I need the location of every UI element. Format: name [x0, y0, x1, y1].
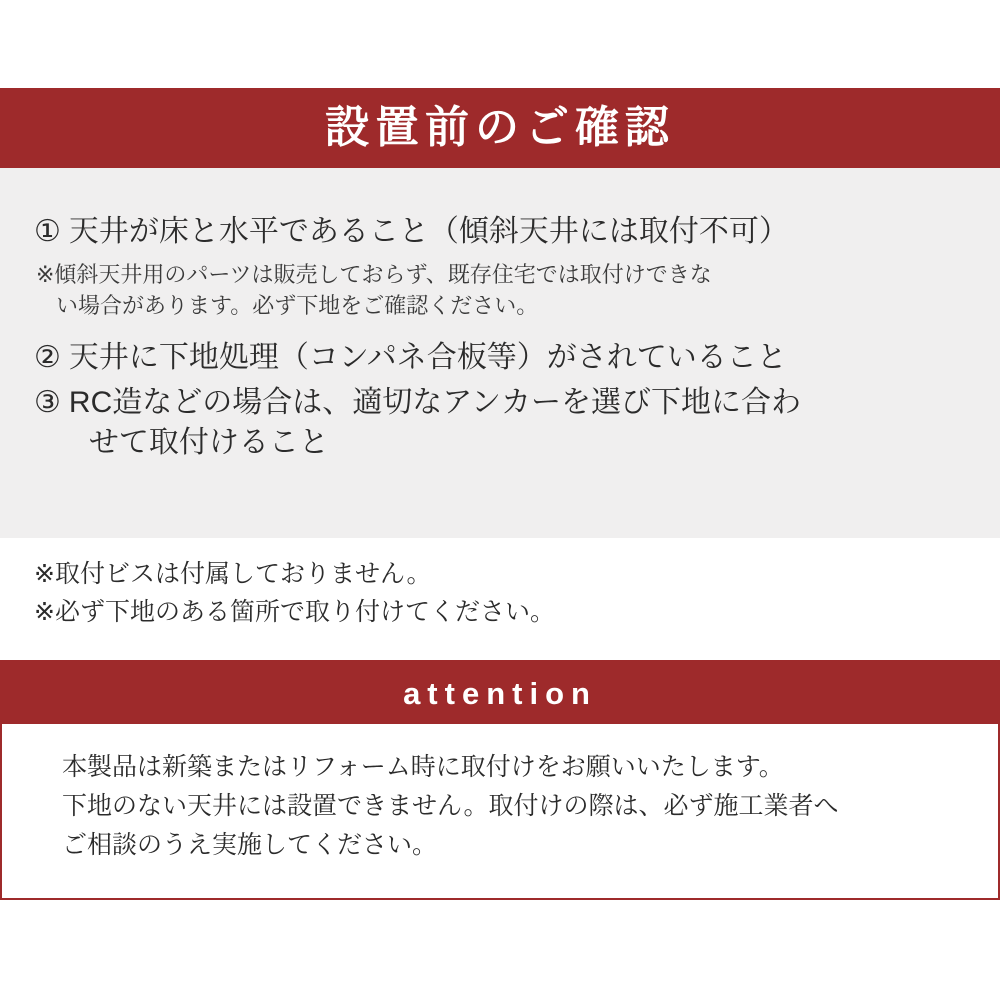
- checklist-item-3-line2: せて取付けること: [88, 426, 329, 460]
- attention-line3: ご相談のうえ実施してください。: [62, 830, 438, 859]
- attention-title: attention: [403, 675, 597, 711]
- attention-line2: 下地のない天井には設置できません。取付けの際は、必ず施工業者へ: [62, 791, 839, 820]
- checklist-item-3-text: [69, 383, 966, 464]
- checklist-note-line1: ※傾斜天井用のパーツは販売しておらず、既存住宅では取付けできな: [36, 261, 712, 287]
- attention-box: [0, 660, 1000, 900]
- attention-body: [2, 724, 998, 864]
- attention-line1: 本製品は新築またはリフォーム時に取付けをお願いいたします。: [62, 753, 784, 781]
- checklist-item-3-line1: RC造などの場合は、適切なアンカーを選び下地に合わ: [68, 385, 802, 419]
- checklist-note: [36, 259, 966, 323]
- checklist-item-1-text: 天井が床と水平であること（傾斜天井には取付不可）: [68, 215, 789, 248]
- checklist-item-3-number: ③: [34, 385, 61, 419]
- attention-header: [2, 662, 998, 724]
- checklist-item-2-text: 天井に下地処理（コンパネ合板等）がされていること: [68, 341, 787, 375]
- checklist-item-3: [34, 383, 966, 464]
- checklist-item-1-number: ①: [34, 215, 61, 248]
- checklist-item-2: [34, 338, 966, 379]
- checklist-note-line2: い場合があります。必ず下地をご確認ください。: [56, 293, 539, 319]
- mid-note-line2: ※必ず下地のある箇所で取り付けてください。: [34, 597, 555, 626]
- checklist-item-1: [34, 212, 966, 253]
- page-title: 設置前のご確認: [325, 103, 675, 152]
- checklist-item-2-number: ②: [34, 341, 61, 375]
- mid-notes: [34, 556, 964, 631]
- mid-note-line1: ※取付ビスは付属しておりません。: [34, 560, 432, 588]
- checklist-section: [0, 168, 1000, 538]
- title-band: [0, 88, 1000, 168]
